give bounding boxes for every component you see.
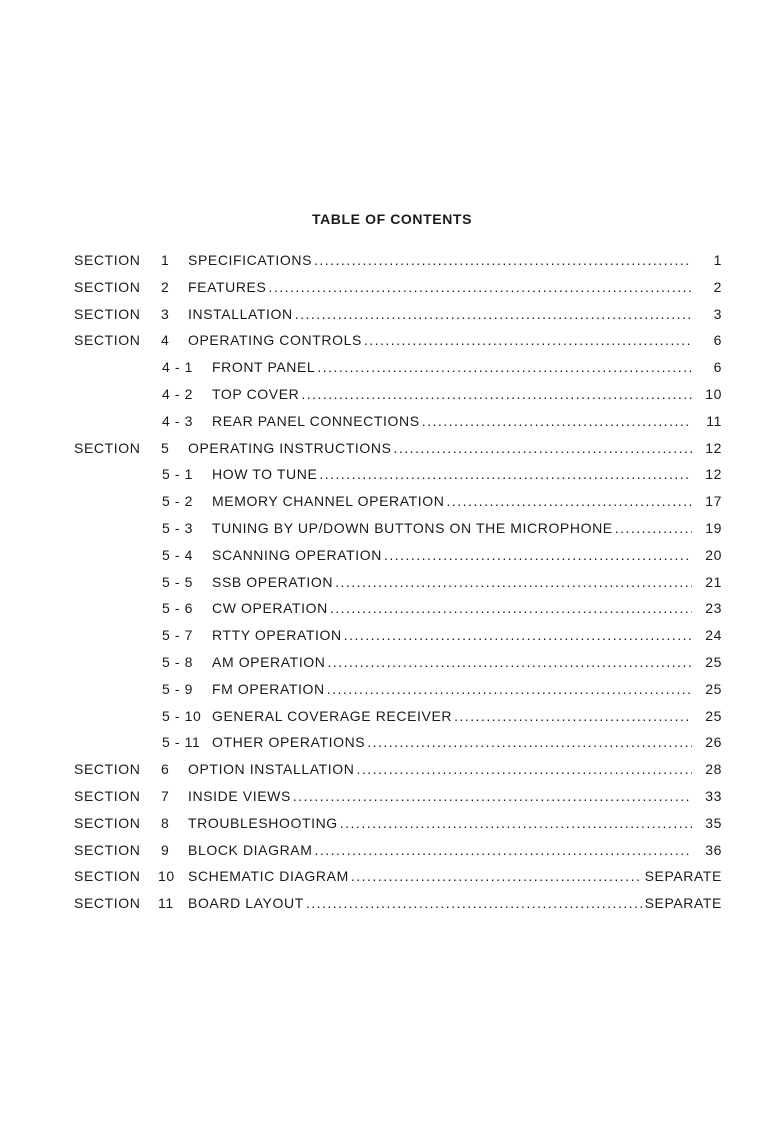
toc-page-number: 21	[705, 573, 722, 590]
toc-page-number: 33	[705, 787, 722, 804]
toc-entry	[212, 572, 694, 592]
toc-number: 4 - 3	[162, 412, 194, 429]
dot-leader	[268, 277, 692, 297]
toc-section-label: SECTION	[74, 278, 141, 295]
toc-page-number: 12	[705, 466, 722, 483]
toc-page-number: 20	[705, 546, 722, 563]
toc-entry	[188, 277, 694, 297]
toc-page-number: SEPARATE	[644, 895, 722, 912]
dot-leader	[328, 652, 692, 672]
toc-entry-title: OTHER OPERATIONS	[212, 734, 366, 751]
toc-row[interactable]	[0, 786, 784, 813]
toc-section-label: SECTION	[74, 841, 141, 858]
dot-leader	[340, 813, 692, 833]
toc-entry	[212, 411, 694, 431]
toc-entry	[212, 491, 694, 511]
toc-list	[0, 250, 784, 920]
toc-number: 5 - 11	[162, 734, 201, 751]
toc-row[interactable]	[0, 384, 784, 411]
toc-number: 5 - 10	[162, 707, 202, 724]
toc-row[interactable]	[0, 652, 784, 679]
toc-entry	[212, 625, 694, 645]
toc-row[interactable]	[0, 464, 784, 491]
toc-section-label: SECTION	[74, 868, 141, 885]
toc-entry-title: SCHEMATIC DIAGRAM	[188, 868, 349, 885]
dot-leader	[306, 893, 642, 913]
toc-entry-title: BLOCK DIAGRAM	[188, 841, 313, 858]
toc-row[interactable]	[0, 572, 784, 599]
dot-leader	[295, 304, 692, 324]
toc-entry	[188, 866, 644, 886]
toc-page-number: 12	[705, 439, 722, 456]
toc-number: 5 - 6	[162, 600, 194, 617]
toc-entry-title: AM OPERATION	[212, 653, 326, 670]
toc-number: 5 - 9	[162, 680, 194, 697]
toc-entry-title: SSB OPERATION	[212, 573, 334, 590]
toc-entry	[188, 840, 694, 860]
toc-entry	[212, 706, 694, 726]
toc-page-number: 25	[705, 680, 722, 697]
toc-entry	[188, 759, 694, 779]
toc-entry	[212, 518, 694, 538]
toc-row[interactable]	[0, 277, 784, 304]
toc-number: 5 - 5	[162, 573, 194, 590]
toc-row[interactable]	[0, 330, 784, 357]
toc-page-number: 6	[713, 332, 722, 349]
toc-number: 8	[161, 814, 170, 831]
toc-page-number: 19	[705, 519, 722, 536]
toc-entry-title: INSTALLATION	[188, 305, 293, 322]
dot-leader	[317, 357, 692, 377]
toc-page-number: 35	[705, 814, 722, 831]
toc-row[interactable]	[0, 518, 784, 545]
dot-leader	[330, 598, 692, 618]
toc-page-number: 10	[705, 385, 722, 402]
toc-entry	[212, 384, 694, 404]
toc-number: 5 - 3	[162, 519, 194, 536]
toc-page-number: 25	[705, 707, 722, 724]
toc-number: 5 - 4	[162, 546, 194, 563]
toc-entry-title: REAR PANEL CONNECTIONS	[212, 412, 420, 429]
toc-page-number: 23	[705, 600, 722, 617]
toc-entry	[212, 652, 694, 672]
toc-number: 5 - 7	[162, 627, 194, 644]
toc-row[interactable]	[0, 438, 784, 465]
toc-page-number: 36	[705, 841, 722, 858]
toc-page-number: SEPARATE	[644, 868, 722, 885]
toc-page-number: 3	[713, 305, 722, 322]
toc-entry	[188, 786, 694, 806]
toc-number: 5	[161, 439, 170, 456]
toc-row[interactable]	[0, 411, 784, 438]
dot-leader	[327, 679, 692, 699]
toc-entry	[188, 330, 694, 350]
toc-row[interactable]	[0, 491, 784, 518]
toc-page-number: 26	[705, 734, 722, 751]
toc-section-label: SECTION	[74, 787, 141, 804]
toc-row[interactable]	[0, 598, 784, 625]
toc-number: 4 - 1	[162, 359, 194, 376]
toc-number: 5 - 2	[162, 493, 194, 510]
toc-entry	[188, 893, 644, 913]
dot-leader	[319, 464, 692, 484]
toc-row[interactable]	[0, 545, 784, 572]
toc-entry	[188, 813, 694, 833]
toc-row[interactable]	[0, 813, 784, 840]
toc-entry-title: RTTY OPERATION	[212, 627, 342, 644]
dot-leader	[293, 786, 692, 806]
toc-entry	[212, 357, 694, 377]
toc-section-label: SECTION	[74, 761, 141, 778]
toc-number: 4	[161, 332, 170, 349]
toc-row[interactable]	[0, 625, 784, 652]
toc-number: 1	[161, 252, 170, 268]
dot-leader	[344, 625, 692, 645]
toc-section-label: SECTION	[74, 305, 141, 322]
toc-row[interactable]	[0, 840, 784, 867]
toc-entry-title: HOW TO TUNE	[212, 466, 318, 483]
toc-section-label: SECTION	[74, 439, 141, 456]
toc-entry	[188, 304, 694, 324]
toc-row[interactable]	[0, 357, 784, 384]
dot-leader	[335, 572, 692, 592]
toc-page-number: 25	[705, 653, 722, 670]
toc-entry-title: SPECIFICATIONS	[188, 252, 313, 268]
toc-entry	[212, 679, 694, 699]
toc-entry	[212, 598, 694, 618]
toc-number: 10	[158, 868, 175, 885]
toc-entry-title: OPTION INSTALLATION	[188, 761, 355, 778]
toc-entry	[212, 732, 694, 752]
toc-number: 9	[161, 841, 170, 858]
toc-row[interactable]	[0, 706, 784, 733]
toc-section-label: SECTION	[74, 895, 141, 912]
dot-leader	[314, 250, 692, 270]
toc-entry-title: CW OPERATION	[212, 600, 328, 617]
toc-number: 5 - 1	[162, 466, 194, 483]
toc-number: 7	[161, 787, 170, 804]
toc-number: 5 - 8	[162, 653, 194, 670]
toc-entry-title: FM OPERATION	[212, 680, 325, 697]
toc-page-number: 11	[706, 412, 722, 429]
toc-entry-title: TROUBLESHOOTING	[188, 814, 338, 831]
toc-entry	[188, 438, 694, 458]
toc-section-label: SECTION	[74, 252, 141, 268]
toc-entry-title: TUNING BY UP/DOWN BUTTONS ON THE MICROPHONE	[212, 519, 613, 536]
toc-section-label: SECTION	[74, 332, 141, 349]
toc-row[interactable]	[0, 866, 784, 893]
toc-entry	[212, 464, 694, 484]
dot-leader	[301, 384, 692, 404]
toc-number: 6	[161, 761, 170, 778]
toc-row[interactable]	[0, 250, 784, 277]
toc-entry	[212, 545, 694, 565]
toc-entry-title: TOP COVER	[212, 385, 300, 402]
toc-number: 11	[158, 895, 174, 912]
dot-leader	[315, 840, 693, 860]
toc-number: 4 - 2	[162, 385, 194, 402]
toc-entry-title: MEMORY CHANNEL OPERATION	[212, 493, 445, 510]
toc-page-number: 2	[713, 278, 722, 295]
toc-entry-title: FRONT PANEL	[212, 359, 316, 376]
toc-section-label: SECTION	[74, 814, 141, 831]
toc-entry-title: SCANNING OPERATION	[212, 546, 383, 563]
toc-page-number: 24	[705, 627, 722, 644]
toc-entry-title: OPERATING INSTRUCTIONS	[188, 439, 392, 456]
toc-entry-title: INSIDE VIEWS	[188, 787, 291, 804]
toc-entry-title: GENERAL COVERAGE RECEIVER	[212, 707, 453, 724]
toc-entry-title: FEATURES	[188, 278, 267, 295]
toc-page-number: 28	[705, 761, 722, 778]
toc-row[interactable]	[0, 732, 784, 759]
toc-entry	[188, 250, 694, 270]
toc-row[interactable]	[0, 679, 784, 706]
toc-row[interactable]	[0, 304, 784, 331]
dot-leader	[351, 866, 642, 886]
page-title: TABLE OF CONTENTS	[311, 211, 473, 227]
toc-number: 2	[161, 278, 170, 295]
toc-entry-title: BOARD LAYOUT	[188, 895, 304, 912]
toc-page-number: 6	[713, 359, 722, 376]
toc-entry-title: OPERATING CONTROLS	[188, 332, 362, 349]
toc-row[interactable]	[0, 893, 784, 920]
toc-page-number: 1	[713, 252, 722, 268]
toc-number: 3	[161, 305, 170, 322]
toc-row[interactable]	[0, 759, 784, 786]
toc-page-number: 17	[705, 493, 722, 510]
